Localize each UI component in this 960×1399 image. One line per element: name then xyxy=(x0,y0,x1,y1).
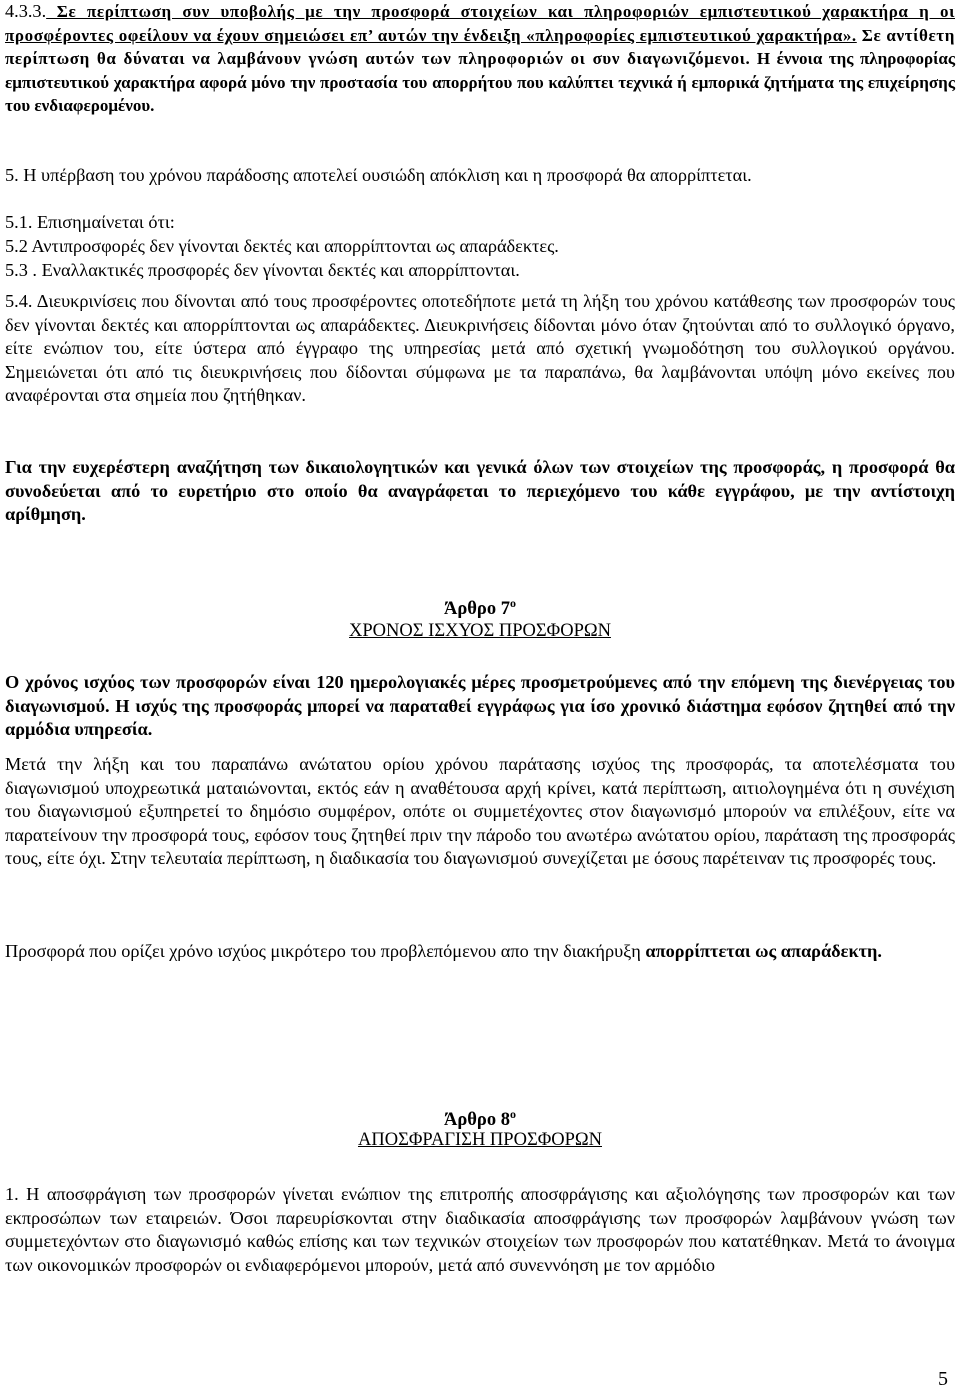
rejection-text: απορρίπτεται ως απαράδεκτη. xyxy=(645,941,883,961)
article-7-heading: Άρθρο $7^o$ xyxy=(444,596,516,620)
paragraph-number: 4.3.3. xyxy=(5,1,47,21)
clarifications-procedure-text: Διευκρινήσεις δίδονται μόνο όταν ζητούνται από το συλλογικό όργανο, είτε ενώπιον του, είτε ύστερα από έγγραφο της υπηρεσίας μετά από σχετική γνωμοδότηση του συλλογικού οργάνου. Σημειώνεται ότι από τις διευκρινήσεις που δίδονται σύμφωνα με τα παραπάνω, θα λαμβάνονται υπόψη μόνο εκείνες που αναφέρονται στα σημεία που ζητήθηκαν. xyxy=(5,314,955,405)
paragraph-5-2: 5.2 Αντιπροσφορές δεν γίνονται δεκτές και απορρίπτονται ως απαράδεκτες. xyxy=(5,236,559,256)
article-8-title: ΑΠΟΣΦΡΑΓΙΣΗ ΠΡΟΣΦΟΡΩΝ xyxy=(357,1130,602,1150)
paragraph-5: 5. Η υπέρβαση του χρόνου παράδοσης αποτελεί ουσιώδη απόκλιση και η προσφορά θα απορρίπτεται. xyxy=(5,165,752,185)
validity-period-text: Ο χρόνος ισχύος των προσφορών είναι 120 ημερολογιακές μέρες προσμετρούμενες από την επόμενη της διενέργειας του διαγωνισμού. xyxy=(5,672,955,716)
paragraph-5-4 xyxy=(5,290,955,408)
article-8-heading: Άρθρο $8^o$ xyxy=(444,1107,516,1131)
disclosure-text: Σε αντίθετη περίπτωση θα δύναται να λαμβάνουν γνώση αυτών των πληροφοριών οι συν διαγωνιζόμενοι. xyxy=(5,25,955,68)
confidentiality-definition: Η έννοια της πληροφορίας εμπιστευτικού χαρακτήρα αφορά μόνο την προστασία του απορρήτου που καλύπτει τεχνικά ή εμπορικά ζητήματα της επιχείρησης του ενδιαφερομένου. xyxy=(5,49,955,115)
article-7-paragraph-1 xyxy=(5,671,955,742)
index-requirement-note: Για την ευχερέστερη αναζήτηση των δικαιολογητικών και γενικά όλων των στοιχείων της προσφοράς, η προσφορά θα συνοδεύεται από το ευρετήριο στο οποίο θα αναγράφεται το περιεχόμενο του κάθε εγγράφου, με την αντίστοιχη αρίθμηση. xyxy=(5,457,955,524)
article-7-paragraph-2: Μετά την λήξη και του παραπάνω ανώτατου ορίου χρόνου παράτασης ισχύος της προσφοράς, τα αποτελέσματα του διαγωνισμού υποχρεωτικά ματαιώνονται, εκτός εάν η αναθέτουσα αρχή κρίνει, κατά περίπτωση, αιτιολογημένα ότι η συνέχιση του διαγωνισμού εξυπηρετεί το δημόσιο συμφέρον, οπότε οι συμμετέχοντες στον διαγωνισμό μπορούν να επιλέξουν, είτε να παρατείνουν την προσφορά τους, εφόσον τους ζητηθεί πριν την πάροδο του ανωτέρω ανώτατου ορίου, παράταση της προσφοράς τους, είτε όχι. Στην τελευταία περίπτωση, η διαδικασία του διαγωνισμού συνεχίζεται με όσους παρέτειναν τις προσφορές τους. xyxy=(5,754,955,868)
article-7-paragraph-3 xyxy=(5,940,955,964)
shorter-validity-text: Προσφορά που ορίζει χρόνο ισχύος μικρότερο του προβλεπόμενου απο την διακήρυξη xyxy=(5,941,646,961)
article-7-title: ΧΡΟΝΟΣ ΙΣΧΥΟΣ ΠΡΟΣΦΟΡΩΝ xyxy=(349,621,611,641)
confidential-marking-text: Σε περίπτωση συν υποβολής με την προσφορά στοιχείων και πληροφοριών εμπιστευτικού χαρακτήρα η οι προσφέροντες οφείλουν να έχουν σημειώσει επ’ αυτών την ένδειξη «πληροφορίες εμπιστευτικού χαρακτήρα». xyxy=(5,2,955,45)
paragraph-4-3-3 xyxy=(5,0,955,118)
clarifications-text: Διευκρινίσεις που δίνονται από τους προσφέροντες οποτεδήποτε μετά τη λήξη του χρόνου κατάθεσης των προσφορών τους δεν γίνονται δεκτές και απορρίπτονται ως απαράδεκτες. xyxy=(5,291,955,335)
paragraph-5-3: 5.3 . Εναλλακτικές προσφορές δεν γίνονται δεκτές και απορρίπτονται. xyxy=(5,260,520,280)
paragraph-5-1: 5.1. Επισημαίνεται ότι: xyxy=(5,212,175,232)
page-number: 5 xyxy=(938,1368,948,1390)
article-8-paragraph-1: 1. Η αποσφράγιση των προσφορών γίνεται ενώπιον της επιτροπής αποσφράγισης και αξιολόγησης των προσφορών και των εκπροσώπων των εταιρειών. Όσοι παρευρίσκονται στην διαδικασία αποσφράγισης των προσφορών λαμβάνουν γνώση των συμμετεχόντων στο διαγωνισμό καθώς επίσης και των τεχνικών στοιχείων των προσφορών που κατατέθηκαν. Μετά το άνοιγμα των οικονομικών προσφορών οι ενδιαφερόμενοι μπορούν, μετά από συνεννόηση με τον αρμόδιο xyxy=(5,1184,955,1275)
validity-extension-text: Η ισχύς της προσφοράς μπορεί να παραταθεί εγγράφως για ίσο χρονικό διάστημα εφόσον ζητηθεί από την αρμόδια υπηρεσία. xyxy=(5,695,955,739)
paragraph-number: 5.4. xyxy=(5,291,33,311)
